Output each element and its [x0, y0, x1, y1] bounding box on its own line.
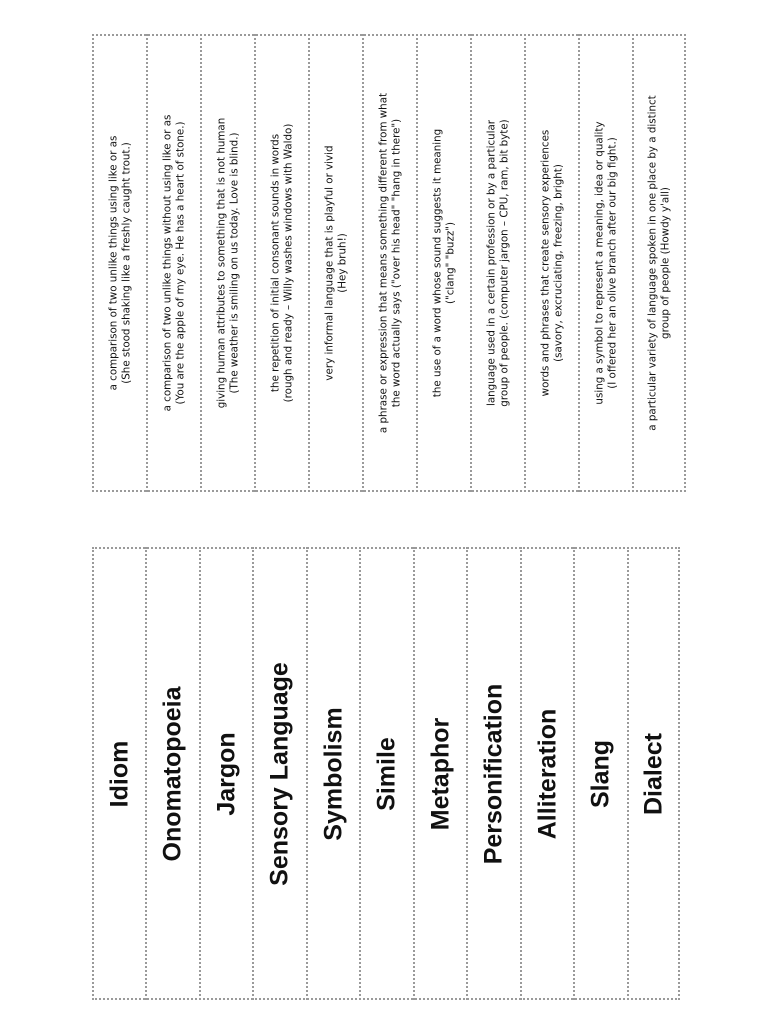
definition-text	[270, 43, 295, 483]
definition-example: (I offered her an olive branch after our big fight.)	[606, 137, 618, 389]
term-label: Onomatopoeia	[158, 685, 187, 862]
definition-line: giving human attributes to something that is not human	[215, 117, 228, 409]
definition-line: the use of a word whose sound suggests it meaning	[431, 128, 444, 398]
term-label: Slang	[586, 739, 615, 808]
term-label: Symbolism	[319, 706, 347, 841]
term-label: Jargon	[212, 731, 240, 816]
terms-column	[92, 547, 680, 1000]
term-label: Dialect	[639, 732, 667, 815]
term-card-personification	[466, 547, 520, 1000]
definition-example: (You are the apple of my eye. He has a heart of stone.)	[174, 121, 186, 405]
term-card-dialect	[627, 547, 680, 1000]
definition-example: (savory, excruciating, freezing, bright)	[552, 164, 564, 362]
term-card-sensory-language	[252, 547, 306, 1000]
definitions-column	[92, 34, 686, 492]
definition-card-onomatopoeia	[416, 34, 470, 492]
definition-example: (Hey bruh!)	[336, 233, 348, 293]
definition-card-personification	[200, 34, 254, 492]
term-label: Alliteration	[533, 708, 561, 839]
definition-card-idiom	[362, 34, 416, 492]
term-card-metaphor	[413, 547, 466, 1000]
term-card-alliteration	[520, 547, 573, 1000]
definition-text	[486, 43, 511, 483]
definition-text	[378, 43, 403, 483]
definition-text	[108, 43, 133, 483]
definition-line: very informal language that is playful or vivid	[323, 145, 336, 381]
definition-card-dialect	[632, 34, 686, 492]
definition-line: a particular variety of language spoken in one place by a distinct	[646, 95, 659, 431]
term-card-symbolism	[306, 547, 359, 1000]
term-card-simile	[359, 547, 413, 1000]
term-card-idiom	[92, 547, 145, 1000]
definition-text	[162, 43, 187, 483]
definition-text	[540, 43, 565, 483]
definition-example: the word actually says ("over his head" "hang in there")	[390, 118, 402, 408]
definition-line: a comparison of two unlike things without using like or as	[161, 114, 174, 412]
definition-text	[432, 43, 457, 483]
definition-example: group of people (Howdy y'all)	[659, 187, 671, 339]
definition-example: (She stood shaking like a freshly caught trout.)	[120, 142, 132, 384]
definition-card-symbolism	[578, 34, 632, 492]
term-label: Sensory Language	[265, 661, 294, 886]
term-label: Idiom	[105, 740, 133, 807]
term-label: Personification	[479, 683, 508, 864]
definition-line: a phrase or expression that means something different from what	[377, 92, 390, 434]
term-card-jargon	[199, 547, 252, 1000]
term-label: Metaphor	[426, 717, 454, 830]
definition-line: language used in a certain profession or by a particular	[485, 119, 498, 407]
definition-card-jargon	[470, 34, 524, 492]
definition-line: using a symbol to represent a meaning, idea or quality	[593, 121, 606, 405]
definition-card-metaphor	[146, 34, 200, 492]
definition-example: (rough and ready – Willy washes windows with Waldo)	[282, 123, 294, 403]
definition-example: (The weather is smiling on us today. Love is blind.)	[228, 132, 240, 394]
definition-text	[594, 43, 619, 483]
definition-text	[216, 43, 241, 483]
term-label: Simile	[372, 736, 401, 811]
definition-card-alliteration	[254, 34, 308, 492]
definition-text	[647, 43, 672, 483]
definition-text	[324, 43, 349, 483]
definition-line: words and phrases that create sensory experiences	[539, 129, 552, 397]
definition-card-slang	[308, 34, 362, 492]
definition-example: group of people. (computer jargon – CPU, ram, bit byte)	[498, 119, 510, 407]
definition-line: a comparison of two unlike things using like or as	[107, 135, 120, 391]
definition-card-simile	[92, 34, 146, 492]
definition-example: ("clang" "buzz")	[444, 221, 456, 305]
definition-card-sensory-language	[524, 34, 578, 492]
term-card-onomatopoeia	[145, 547, 199, 1000]
term-card-slang	[573, 547, 627, 1000]
definition-line: the repetition of initial consonant sounds in words	[269, 133, 282, 393]
